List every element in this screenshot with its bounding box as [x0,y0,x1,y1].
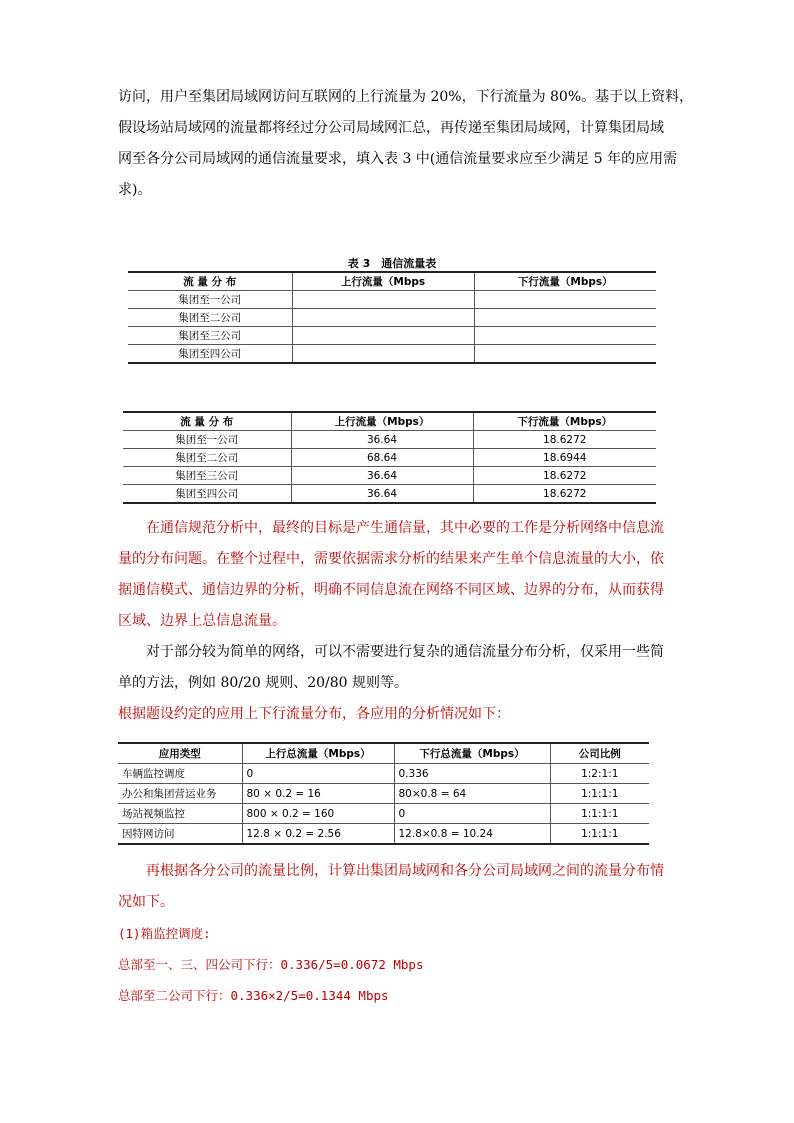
table-cell: 12.8×0.8 = 10.24 [394,824,550,845]
table-cell [292,291,474,309]
intro-line: 求)。 [118,182,152,198]
table-row [118,824,649,845]
table-cell: 36.64 [291,485,473,504]
analysis-paragraph-1 [118,513,678,637]
table-cell: 36.64 [291,467,473,485]
application-traffic-table [118,742,649,845]
table-cell [474,345,656,364]
text-line: 在通信规范分析中，最终的目标是产生通信量，其中必要的工作是分析网络中信息流 [146,520,664,536]
table-header-row [128,272,656,291]
intro-line: 假设场站局域网的流量都将经过分公司局域网汇总，再传递至集团局域网，计算集团局域 [118,120,664,136]
table-cell: 集团至三公司 [128,327,292,345]
table-cell: 36.64 [291,431,473,449]
table-row [128,291,656,309]
text-line: 再根据各分公司的流量比例，计算出集团局域网和各分公司局域网之间的流量分布情 [146,863,664,879]
text-line: 对于部分较为简单的网络，可以不需要进行复杂的通信流量分布分析，仅采用一些简 [146,644,664,660]
table-cell: 68.64 [291,449,473,467]
table-cell: 1:1:1:1 [550,784,649,804]
table-header-row [118,743,649,764]
table-cell: 80 × 0.2 = 16 [242,784,394,804]
table-row [123,449,656,467]
intro-line: 网至各分公司局域网的通信流量要求，填入表 3 中(通信流量要求应至少满足 5 年的应用需 [118,151,678,167]
analysis-paragraph-3 [118,699,678,730]
list-item: 总部至一、三、四公司下行：0.336/5=0.0672 Mbps [118,957,424,972]
traffic-table-blank [128,271,656,364]
table-cell [292,327,474,345]
table-cell [292,309,474,327]
calculation-list [118,918,678,1011]
header-cell: 流 量 分 布 [123,412,291,431]
header-cell: 应用类型 [118,743,242,764]
text-line: 单的方法，例如 80/20 规则、20/80 规则等。 [118,675,409,691]
text-line: 区域、边界上总信息流量。 [118,613,286,629]
header-cell: 下行总流量（Mbps） [394,743,550,764]
text-line: 况如下。 [118,894,174,910]
table-cell: 0 [242,764,394,784]
table-cell: 18.6944 [473,449,656,467]
table-cell: 1:1:1:1 [550,804,649,824]
header-cell: 下行流量（Mbps） [474,272,656,291]
table-cell: 集团至二公司 [128,309,292,327]
table-cell: 因特网访问 [118,824,242,845]
table-row [128,309,656,327]
table-row [118,764,649,784]
intro-line: 访问，用户至集团局域网访问互联网的上行流量为 20%，下行流量为 80%。基于以上资料， [118,89,694,105]
table-cell [474,327,656,345]
table-cell: 0 [394,804,550,824]
list-item: 总部至二公司下行：0.336×2/5=0.1344 Mbps [118,988,389,1003]
table-cell: 18.6272 [473,467,656,485]
list-item: (1)箱监控调度: [118,926,211,941]
table-cell: 车辆监控调度 [118,764,242,784]
header-cell: 下行流量（Mbps） [473,412,656,431]
intro-paragraph [118,82,694,206]
table-cell [474,309,656,327]
traffic-table-answer [123,411,656,504]
table-row [128,327,656,345]
table-row [118,804,649,824]
header-cell: 公司比例 [550,743,649,764]
table-row [128,345,656,364]
table-cell: 18.6272 [473,431,656,449]
header-cell: 上行流量（Mbps [292,272,474,291]
table-cell: 集团至一公司 [123,431,291,449]
table-row [118,784,649,804]
text-line: 根据题设约定的应用上下行流量分布，各应用的分析情况如下： [118,706,510,722]
table-cell: 1:2:1:1 [550,764,649,784]
table-cell: 18.6272 [473,485,656,504]
table-cell: 0.336 [394,764,550,784]
table-cell: 12.8 × 0.2 = 2.56 [242,824,394,845]
table-cell: 80×0.8 = 64 [394,784,550,804]
table-cell: 集团至三公司 [123,467,291,485]
table-cell: 800 × 0.2 = 160 [242,804,394,824]
table-cell: 1:1:1:1 [550,824,649,845]
table-row [123,467,656,485]
table-header-row [123,412,656,431]
header-cell: 上行流量（Mbps） [291,412,473,431]
analysis-paragraph-2 [118,637,678,699]
table3-caption: 表 3 通信流量表 [347,257,437,270]
conclusion-paragraph [118,856,678,918]
table-row [123,485,656,504]
text-line: 量的分布问题。在整个过程中，需要依据需求分析的结果来产生单个信息流量的大小，依 [118,551,664,567]
table-row [123,431,656,449]
table-cell: 集团至四公司 [128,345,292,364]
table-cell [474,291,656,309]
table-cell [292,345,474,364]
header-cell: 上行总流量（Mbps） [242,743,394,764]
table-cell: 办公和集团营运业务 [118,784,242,804]
header-cell: 流 量 分 布 [128,272,292,291]
table-cell: 集团至二公司 [123,449,291,467]
table-cell: 集团至四公司 [123,485,291,504]
table-cell: 集团至一公司 [128,291,292,309]
text-line: 据通信模式、通信边界的分析，明确不同信息流在网络不同区域、边界的分布，从而获得 [118,582,664,598]
table-cell: 场站视频监控 [118,804,242,824]
